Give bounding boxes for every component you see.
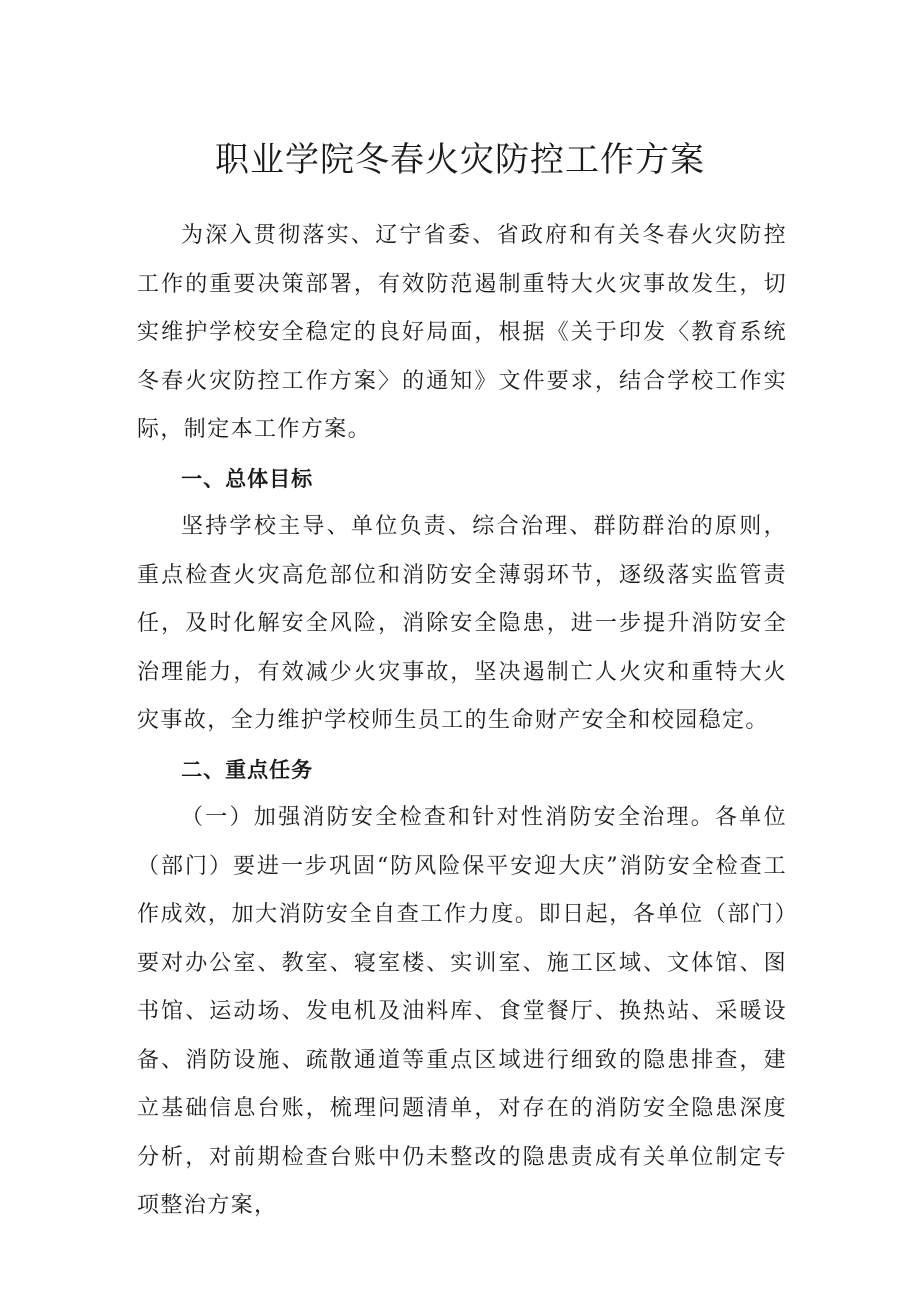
- section-heading-overall-goal: 一、总体目标: [181, 466, 314, 491]
- overall-goal-paragraph: 坚持学校主导、单位负责、综合治理、群防群治的原则，重点检查火灾高危部位和消防安全薄弱环节，逐级落实监管责任，及时化解安全风险，消除安全隐患，进一步提升消防安全治理能力，有效减少火灾事故，坚决遏制亡人火灾和重特大火灾事故，全力维护学校师生员工的生命财产安全和校园稳定。: [137, 514, 787, 733]
- section-heading-key-tasks: 二、重点任务: [181, 757, 314, 782]
- intro-paragraph: 为深入贯彻落实、辽宁省委、省政府和有关冬春火灾防控工作的重要决策部署，有效防范遏制重特大火灾事故发生，切实维护学校安全稳定的良好局面，根据《关于印发〈教育系统冬春火灾防控工作方案〉的通知》文件要求，结合学校工作实际，制定本工作方案。: [137, 223, 787, 442]
- document-title: 职业学院冬春火灾防控工作方案: [215, 140, 705, 180]
- key-task-item-1-paragraph: （一）加强消防安全检查和针对性消防安全治理。各单位（部门）要进一步巩固“防风险保平安迎大庆”消防安全检查工作成效，加大消防安全自查工作力度。即日起，各单位（部门）要对办公室、教室、寝室楼、实训室、施工区域、文体馆、图书馆、运动场、发电机及油料库、食堂餐厅、换热站、采暖设备、消防设施、疏散通道等重点区域进行细致的隐患排查，建立基础信息台账，梳理问题清单，对存在的消防安全隐患深度分析，对前期检查台账中仍未整改的隐患责成有关单位制定专项整治方案，: [137, 805, 787, 1218]
- document-body: [137, 212, 787, 1231]
